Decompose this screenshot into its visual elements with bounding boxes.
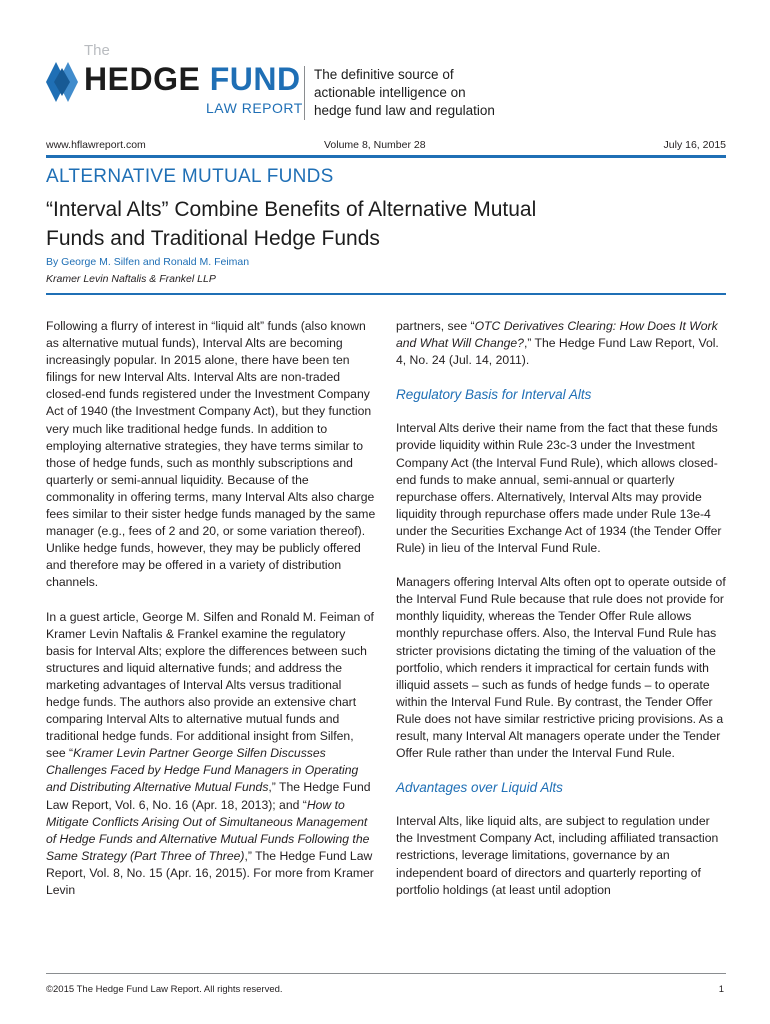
article-title-line: Funds and Traditional Hedge Funds (46, 227, 380, 250)
subheading: Advantages over Liquid Alts (396, 780, 563, 796)
paragraph: Following a flurry of interest in “liquid alt” funds (also known as alternative mutual funds), Interval Alts are becoming increasingly popular. In 2015 alone, there have been ten filings for new Interval Alts. Interval Alts are non-traded closed-end funds registered under the Investment Company Act of 1940 (the Investment Company Act), but they function very much like traditional hedge funds. In addition to employing alternative strategies, they have terms similar to those of hedge funds, such as monthly subscriptions and quarterly or semi-annual liquidity. Because of the commonality in offering terms, many Interval Alts also charge fees similar to their sister hedge funds managed by the same manager (e.g., fees of 2 and 20, or some variation thereof). Unlike hedge funds, however, they may be publicly offered and therefore may be offered in a variety of distribution channels. (46, 319, 376, 590)
logo-hedge: HEDGE (84, 61, 201, 97)
paragraph-text: ,” The Hedge Fund Law Report, Vol. 6, No. 16 (Apr. 18, 2013); and “ (46, 780, 371, 812)
article-rule (46, 293, 726, 295)
website-link[interactable]: www.hflawreport.com (46, 139, 146, 151)
subheading: Regulatory Basis for Interval Alts (396, 387, 592, 403)
logo-subtitle: LAW REPORT (206, 100, 303, 116)
article-link[interactable]: Kramer Levin Partner George Silfen Discusses Challenges Faced by Hedge Fund Managers in Operating and Distributing Alternative Mutual Funds (46, 746, 359, 795)
logo-diamond-icon (46, 62, 80, 102)
issue-number: Volume 8, Number 28 (324, 139, 426, 151)
author-firm: Kramer Levin Naftalis & Frankel LLP (46, 273, 216, 285)
header-rule (46, 155, 726, 158)
logo-title (84, 62, 301, 96)
paragraph-text: ,” The Hedge Fund Law Report, Vol. 8, No. 15 (Apr. 16, 2015). For more from Kramer Levin (46, 848, 374, 897)
paragraph (46, 609, 376, 900)
copyright: ©2015 The Hedge Fund Law Report. All rights reserved. (46, 984, 283, 995)
logo-fund: FUND (209, 61, 301, 97)
tagline-line: The definitive source of (314, 67, 454, 82)
paragraph: Interval Alts, like liquid alts, are subject to regulation under the Investment Company Act, including affiliated transaction restrictions, leverage limitations, governance by an independent board of directors and quarterly reporting of portfolio holdings (at least until adoption (396, 814, 719, 897)
issue-date: July 16, 2015 (663, 139, 726, 151)
article-title-line: “Interval Alts” Combine Benefits of Alternative Mutual (46, 198, 537, 221)
paragraph: Managers offering Interval Alts often opt to operate outside of the Interval Fund Rule because that rule does not provide for monthly liquidity, whereas the Tender Offer Rule allows monthly repurchase offers. Also, the Interval Fund Rule has stricter provisions dictating the timing of the valuation of the portfolio, which renders it impractical for certain funds with illiquid assets – such as funds of hedge funds – to operate within the Interval Fund Rule. By contrast, the Tender Offer Rule does not have similar restrictive pricing provisions. As a result, many Interval Alt managers operate under the Tender Offer Rule rather than under the Interval Fund Rule. (396, 575, 726, 761)
body-column-right (396, 318, 728, 916)
tagline-line: hedge fund law and regulation (314, 103, 495, 118)
logo-the: The (84, 42, 110, 59)
section-title: ALTERNATIVE MUTUAL FUNDS (46, 166, 334, 187)
article-link[interactable]: OTC Derivatives Clearing: How Does It Work and What Will Change? (396, 319, 718, 351)
logo-divider (304, 66, 305, 120)
paragraph: Interval Alts derive their name from the fact that these funds provide liquidity within Rule 23c-3 under the Investment Company Act (the Interval Fund Rule), which allows closed-end funds to make annual, semi-annual or quarterly repurchase offers. Alternatively, Interval Alts may provide liquidity through repurchase offers made under Rule 13e-4 under the Securities Exchange Act of 1934 (the Tender Offer Rule) in lieu of the Interval Fund Rule. (396, 421, 722, 556)
byline: By George M. Silfen and Ronald M. Feiman (46, 256, 250, 268)
paragraph-text: ,” The Hedge Fund Law Report, Vol. 4, No. 24 (Jul. 14, 2011). (396, 336, 719, 368)
paragraph-text: partners, see “ (396, 319, 475, 333)
paragraph-text: In a guest article, George M. Silfen and Ronald M. Feiman of Kramer Levin Naftalis & Frankel examine the regulatory basis for Interval Alts; explore the differences between such structures and liquid alternative funds; and address the marketing advantages of Interval Alts versus traditional hedge funds. The authors also provide an extensive chart comparing Interval Alts to alternative mutual funds and traditional hedge funds. For additional insight from Silfen, see “ (46, 609, 374, 761)
article-link[interactable]: How to Mitigate Conflicts Arising Out of Simultaneous Management of Hedge Funds and Alternative Mutual Funds Following the Same Strategy (Part Three of Three) (46, 797, 370, 863)
paragraph (396, 318, 728, 369)
tagline-line: actionable intelligence on (314, 85, 466, 100)
page-number: 1 (718, 984, 724, 995)
tagline (314, 66, 544, 120)
article-title (46, 195, 606, 253)
body-column-left (46, 318, 376, 916)
footer-rule (46, 973, 726, 974)
